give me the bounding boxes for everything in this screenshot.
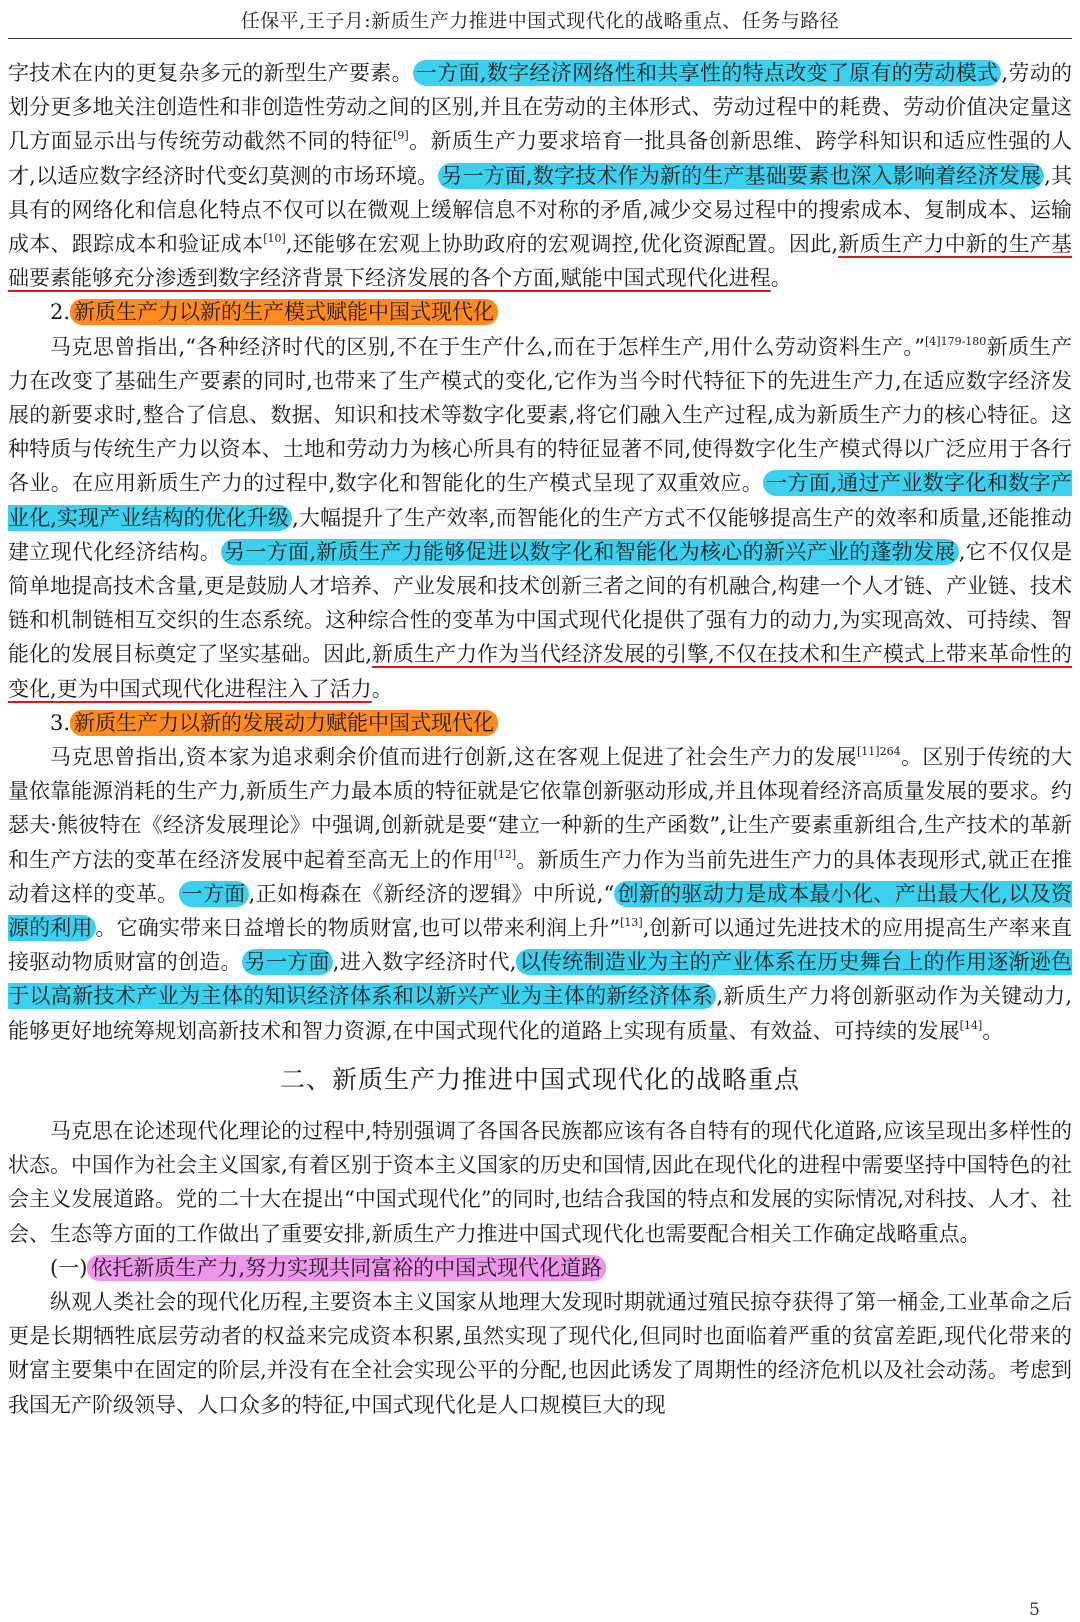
highlight-cyan: 以传统制造业为主的产业体系在历史舞台上的作用逐渐逊色于以高新技术产业为主体的知识经济体系和以新兴产业为主体的新经济体系 bbox=[8, 950, 1073, 1009]
heading-number: 2. bbox=[50, 300, 71, 325]
text-run: ,创新可以通过先进技术的应用提高生产率来直接驱动物质财富的创造。 bbox=[8, 916, 1072, 975]
citation-sup: [10] bbox=[263, 232, 286, 246]
text-run: ,其具有的网络化和信息化特点不仅可以在微观上缓解信息不对称的矛盾,减少交易过程中的搜索成本、复制成本、运输成本、跟踪成本和验证成本 bbox=[8, 163, 1072, 257]
paragraph-2 bbox=[8, 330, 1072, 706]
page-number: 5 bbox=[1029, 1600, 1040, 1620]
running-header: 任保平,王子月:新质生产力推进中国式现代化的战略重点、任务与路径 bbox=[240, 10, 840, 32]
text-run: 。新质生产力作为当前先进生产力的具体表现形式,就正在推动着这样的变革。 bbox=[8, 847, 1072, 906]
citation-sup: [13] bbox=[620, 916, 643, 930]
subsection-heading-3 bbox=[8, 706, 1072, 740]
article-body bbox=[8, 56, 1072, 1422]
subsection-heading-1 bbox=[8, 1251, 1072, 1285]
text-run: ,大幅提升了生产效率,而智能化的生产方式不仅能够提高生产的效率和质量,还能推动建立现代化经济结构。 bbox=[8, 505, 1072, 564]
citation-sup: [9] bbox=[393, 129, 409, 143]
highlight-pink: 依托新质生产力,努力实现共同富裕的中国式现代化道路 bbox=[87, 1255, 606, 1281]
section-heading-2: 二、新质生产力推进中国式现代化的战略重点 bbox=[279, 1064, 800, 1094]
text-run: 。 bbox=[982, 1018, 1004, 1043]
text-run: ,新质生产力将创新驱动作为关键动力,能够更好地统筹规划高新技术和智力资源,在中国式现代化的道路上实现有质量、有效益、可持续的发展 bbox=[8, 984, 1072, 1043]
text-run: ,它不仅仅是简单地提高技术含量,更是鼓励人才培养、产业发展和技术创新三者之间的有机融合,构建一个人才链、产业链、技术链和机制链相互交织的生态系统。这种综合性的变革为中国式现代化提供了强有力的动力,为实现高效、可持续、智能化的发展目标奠定了坚实基础。因此, bbox=[8, 539, 1072, 667]
highlight-orange: 新质生产力以新的生产模式赋能中国式现代化 bbox=[70, 299, 498, 325]
heading-number: (一) bbox=[50, 1255, 88, 1280]
highlight-cyan: 一方面 bbox=[179, 881, 249, 907]
text-run: 马克思曾指出,资本家为追求剩余价值而进行创新,这在客观上促进了社会生产力的发展 bbox=[50, 745, 857, 770]
highlight-cyan: 一方面,数字经济网络性和共享性的特点改变了原有的劳动模式 bbox=[413, 60, 1001, 86]
text-run: 字技术在内的更复杂多元的新型生产要素。 bbox=[8, 61, 413, 85]
highlight-cyan: 创新的驱动力是成本最小化、产出最大化,以及资源的利用 bbox=[8, 881, 1073, 941]
highlight-cyan: 另一方面,新质生产力能够促进以数字化和智能化为核心的新兴产业的蓬勃发展 bbox=[221, 539, 959, 565]
header-rule bbox=[8, 38, 1072, 39]
underline-red: 新质生产力中新的生产基础要素能够充分渗透到数字经济背景下经济发展的各个方面,赋能中国式现代化进程 bbox=[8, 232, 1073, 291]
text-run: ,正如梅森在《新经济的逻辑》中所说,“ bbox=[248, 881, 615, 906]
paragraph-5: 纵观人类社会的现代化历程,主要资本主义国家从地理大发现时期就通过殖民掠夺获得了第一桶金,工业革命之后更是长期牺牲底层劳动者的权益来完成资本积累,虽然实现了现代化,但同时也面临着严重的贫富差距,现代化带来的财富主要集中在固定的阶层,并没有在全社会实现公平的分配,也因此诱发了周期性的经济危机以及社会动荡。考虑到我国无产阶级领导、人口众多的特征,中国式现代化是人口规模巨大的现 bbox=[8, 1289, 1072, 1417]
text-run: 。它确实带来日益增长的物质财富,也可以带来利润上升” bbox=[95, 916, 621, 941]
paragraph-3 bbox=[8, 740, 1072, 1048]
text-run: 。区别于传统的大量依靠能源消耗的生产力,新质生产力最本质的特征就是它依靠创新驱动形成,并且体现着经济高质量发展的要求。约瑟夫·熊彼特在《经济发展理论》中强调,创新就是要“建立一种新的生产函数”,让生产要素重新组合,生产技术的革新和生产方法的变革在经济发展中起着至高无上的作用 bbox=[8, 745, 1072, 872]
subsection-heading-2 bbox=[8, 295, 1072, 329]
paragraph-4: 马克思在论述现代化理论的过程中,特别强调了各国各民族都应该有各自特有的现代化道路,应该呈现出多样性的状态。中国作为社会主义国家,有着区别于资本主义国家的历史和国情,因此在现代化的进程中需要坚持中国特色的社会主义发展道路。党的二十大在提出“中国式现代化”的同时,也结合我国的特点和发展的实际情况,对科技、人才、社会、生态等方面的工作做出了重要安排,新质生产力推进中国式现代化也需要配合相关工作确定战略重点。 bbox=[8, 1118, 1072, 1246]
text-run: 。新质生产力要求培育一批具备创新思维、跨学科知识和适应性强的人才,以适应数字经济时代变幻莫测的市场环境。 bbox=[8, 129, 1073, 188]
citation-sup: [4]179-180 bbox=[925, 334, 987, 348]
text-run: ,劳动的划分更多地关注创造性和非创造性劳动之间的区别,并且在劳动的主体形式、劳动过程中的耗费、劳动价值决定量这几方面显示出与传统劳动截然不同的特征 bbox=[8, 61, 1072, 154]
heading-number: 3. bbox=[50, 710, 71, 735]
text-run: ,还能够在宏观上协助政府的宏观调控,优化资源配置。因此, bbox=[285, 232, 839, 257]
citation-sup: [11]264 bbox=[857, 745, 901, 759]
text-run: 马克思曾指出,“各种经济时代的区别,不在于生产什么,而在于怎样生产,用什么劳动资料生产。” bbox=[50, 334, 925, 359]
text-run: 新质生产力在改变了基础生产要素的同时,也带来了生产模式的变化,它作为当今时代特征下的先进生产力,在适应数字经济发展的新要求时,整合了信息、数据、知识和技术等数字化要素,将它们融入生产过程,成为新质生产力的核心特征。这种特质与传统生产力以资本、土地和劳动力为核心所具有的特征显著不同,使得数字化生产模式得以广泛应用于各行各业。在应用新质生产力的过程中,数字化和智能化的生产模式呈现了双重效应。 bbox=[8, 334, 1073, 496]
highlight-cyan: 一方面,通过产业数字化和数字产业化,实现产业结构的优化升级 bbox=[8, 471, 1072, 530]
citation-sup: [12] bbox=[493, 847, 517, 861]
citation-sup: [14] bbox=[959, 1018, 983, 1032]
text-run: ,进入数字经济时代, bbox=[332, 950, 517, 975]
highlight-cyan: 另一方面,数字技术作为新的生产基础要素也深入影响着经济发展 bbox=[438, 163, 1044, 189]
highlight-cyan: 另一方面 bbox=[242, 949, 333, 975]
highlight-orange: 新质生产力以新的发展动力赋能中国式现代化 bbox=[70, 710, 498, 736]
text-run: 。 bbox=[770, 266, 792, 291]
paragraph-1 bbox=[8, 56, 1072, 295]
underline-red: 新质生产力作为当代经济发展的引擎,不仅在技术和生产模式上带来革命性的变化,更为中国式现代化进程注入了活力 bbox=[8, 642, 1072, 701]
text-run: 。 bbox=[371, 676, 393, 701]
